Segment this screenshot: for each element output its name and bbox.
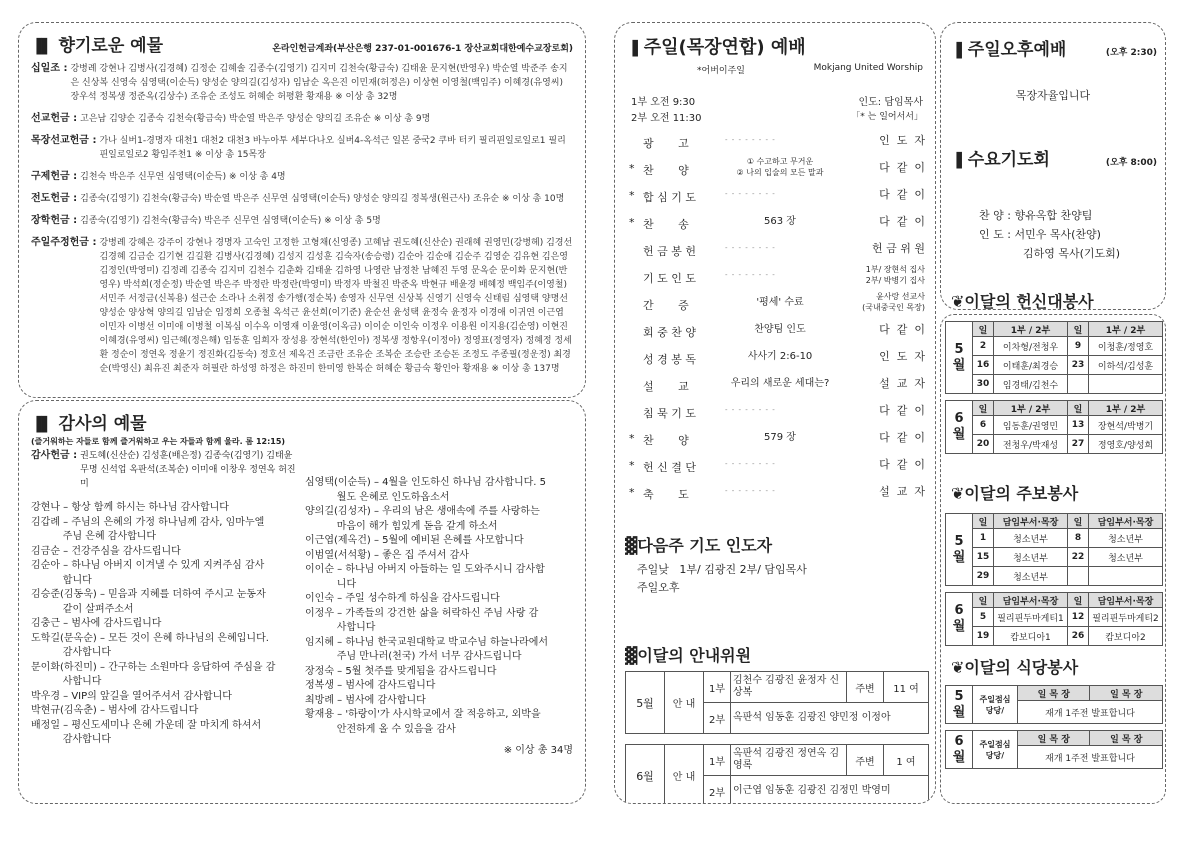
dedication-row	[946, 416, 1163, 435]
worship-dots: - - - - - - - -	[725, 244, 776, 252]
offering-label: 선교헌금 :	[31, 113, 78, 124]
dedication-row	[946, 435, 1163, 454]
wednesday-lead: 인 도 : 서민우 목사(찬양)	[979, 228, 1101, 241]
cafeteria-header-cell: 일 목 장	[1018, 686, 1090, 701]
dedication-cell: 23	[1068, 356, 1089, 375]
bulletin-row	[946, 608, 1163, 627]
thanks-line: 박우경 – VIP의 앞길을 열어주셔서 감사합니다	[31, 690, 232, 702]
wednesday-lead2: 김하영 목사(기도회)	[1023, 247, 1121, 260]
wednesday-praise: 찬 양 : 향유옥합 찬양팀	[979, 209, 1093, 222]
offering-item	[31, 62, 573, 104]
dedication-month: 5 월	[946, 322, 973, 394]
bulletin-cell: 필리핀두마게티2	[1089, 608, 1163, 627]
bulletin-cell: 19	[973, 627, 994, 646]
bulletin-cell: 캄보디아2	[1089, 627, 1163, 646]
bulletin-row	[946, 529, 1163, 548]
offering-item	[31, 112, 573, 126]
bulletin-month: 5 월	[946, 514, 973, 586]
offering-label: 목장선교헌금 :	[31, 135, 97, 146]
thanks-line: 안전하게 올 수 있음을 감사	[305, 723, 456, 735]
worship-row	[615, 372, 935, 398]
bulletin-cell: 청소년부	[994, 529, 1068, 548]
worship-row	[615, 210, 935, 236]
dedication-header-row	[946, 322, 1163, 337]
ushers-names: 옥판석 김광진 정연옥 김영록	[731, 745, 847, 776]
thanks-line: 사합니다	[305, 622, 376, 633]
bulletin-cell	[1068, 567, 1089, 586]
dedication-header-cell: 1부 / 2부	[994, 401, 1068, 416]
bulletin-spacer	[946, 586, 1163, 593]
worship-mid: '평세' 수료	[756, 297, 804, 308]
worship-item: 축 도	[643, 488, 689, 501]
cafeteria-spacer-cell	[946, 724, 1163, 731]
thanks-line: 김충근 – 범사에 감사드립니다	[31, 618, 162, 629]
dedication-header-cell: 1부 / 2부	[1089, 322, 1163, 337]
dedication-row	[946, 375, 1163, 394]
dedication-cell: 30	[973, 375, 994, 394]
afternoon-time: (오후 2:30)	[1105, 48, 1157, 58]
bulletin-table	[945, 513, 1163, 646]
ushers-part: 1부	[704, 745, 731, 776]
thanks-line: 니다	[305, 578, 357, 590]
ushers-table	[625, 671, 929, 804]
ushers-part: 2부	[704, 776, 731, 805]
bulletin-cell: 22	[1068, 548, 1089, 567]
cafeteria-spacer	[946, 724, 1163, 731]
worship-mid: 찬양팀 인도	[754, 324, 806, 335]
cafeteria-table	[945, 685, 1163, 769]
worship-row	[615, 399, 935, 425]
leaf-icon: ❦	[951, 484, 965, 503]
dedication-header-cell: 1부 / 2부	[1089, 401, 1163, 416]
dedication-header-cell: 일	[973, 401, 994, 416]
bulletin-header-row	[946, 514, 1163, 529]
worship-right: 인 도 자	[879, 350, 925, 363]
thanks-total: ※ 이상 총 34명	[503, 745, 573, 756]
worship-row	[615, 453, 935, 479]
cafeteria-header-cell: 일 목 장	[1018, 731, 1090, 746]
worship-mid: 우리의 새로운 세대는?	[730, 378, 830, 389]
bulletin-header-cell: 일	[1068, 514, 1089, 529]
ushers-weekday: 주변	[847, 745, 884, 776]
leaf-icon: ❦	[951, 658, 965, 677]
worship-dots: - - - - - - - -	[725, 487, 776, 495]
thanks-line: 이근엽(제옥건) – 5월에 예비된 은혜를 사모합니다	[305, 535, 524, 546]
cafeteria-header-cell: 일 목 장	[1090, 731, 1163, 746]
worship-right: 다 같 이	[879, 161, 925, 174]
worship-right: 윤사랑 선교사 (국내중국인 목장)	[862, 292, 925, 312]
bulletin-header-cell: 담임부서·목장	[1089, 514, 1163, 529]
worship-item: 회 중 찬 양	[643, 326, 696, 339]
bulletin-row	[946, 567, 1163, 586]
offering-list	[31, 62, 573, 376]
thanks-line: 최방례 – 범사에 감사합니다	[305, 694, 426, 706]
worship-star: *	[629, 162, 635, 175]
cafeteria-title: ❦이달의 식당봉사	[951, 658, 1079, 677]
worship-dots: - - - - - - - -	[725, 190, 776, 198]
worship-dots: - - - - - - - -	[725, 460, 776, 468]
afternoon-panel	[940, 22, 1166, 310]
worship-panel	[614, 22, 936, 804]
bar-icon: ▐	[951, 153, 962, 169]
next-prayer-line2: 주일오후	[637, 581, 680, 594]
thanks-header: 감사헌금 : 권도혜(신산순) 김성훈(배은정) 김종숙(김영기) 김태윤 무명 신석업 옥판석(조복순) 이미애 이창우 정연옥 허진미	[31, 450, 296, 489]
bulletin-header-cell: 담임부서·목장	[994, 593, 1068, 608]
bar-icon: ▐▌	[31, 39, 53, 55]
offering-label: 장학헌금 :	[31, 215, 78, 226]
worship-mid: 579 장	[764, 432, 796, 443]
cafeteria-text: 재개 1주전 발표합니다	[1018, 746, 1163, 769]
worship-order	[615, 129, 935, 509]
worship-item: 간 증	[643, 299, 689, 312]
dedication-cell: 임동훈/권영민	[994, 416, 1068, 435]
dedication-cell: 이차형/전청우	[994, 337, 1068, 356]
ushers-part: 1부	[704, 672, 731, 703]
dedication-header-cell: 일	[1068, 322, 1089, 337]
thanks-line: 정복생 – 범사에 감사드립니다	[305, 680, 436, 691]
offering-label: 구제헌금 :	[31, 171, 78, 182]
bulletin-spacer-cell	[946, 586, 1163, 593]
bulletin-cell: 청소년부	[1089, 529, 1163, 548]
thanks-line: 문이화(하진미) – 간구하는 소원마다 응답하여 주심을 감	[31, 661, 276, 673]
ushers-names: 김천수 김광진 윤정자 신상복	[731, 672, 847, 703]
thanks-line: 사합니다	[31, 676, 102, 687]
bar-icon: ▐	[951, 43, 962, 59]
cafeteria-month: 5 월	[946, 686, 973, 724]
bulletin-title: ❦이달의 주보봉사	[951, 484, 1079, 503]
thanks-panel	[18, 400, 586, 804]
worship-time1: 1부 오전 9:30	[631, 97, 696, 108]
thanks-line: 이정우 – 가족들의 강건한 삶을 허락하신 주님 사랑 감	[305, 607, 539, 619]
dedication-cell	[1068, 375, 1089, 394]
ushers-count: 1 여	[884, 745, 929, 776]
dedication-cell	[1089, 375, 1163, 394]
thanks-line: 감사합니다	[31, 734, 112, 745]
worship-item: 기 도 인 도	[643, 272, 696, 285]
offering-names: 고은남 김양순 김종숙 김천숙(황금숙) 박순열 박은주 양성순 양의길 조유순 ※ 이상 총 9명	[80, 114, 431, 124]
bulletin-cell: 캄보디아1	[994, 627, 1068, 646]
worship-dots: - - - - - - - -	[725, 271, 776, 279]
ushers-spacer	[626, 734, 929, 745]
worship-row	[615, 183, 935, 209]
worship-row	[615, 156, 935, 182]
cafeteria-role: 주일점심 당당/	[973, 731, 1018, 769]
thanks-line: 김순아 – 하나님 아버지 이겨낼 수 있게 지켜주심 감사	[31, 560, 265, 571]
cafeteria-text: 재개 1주전 발표합니다	[1018, 701, 1163, 724]
thanks-line: 도학길(문옥순) – 모든 것이 은혜 하나님의 은혜입니다.	[31, 632, 269, 644]
thanks-title: ▐▌ 감사의 예물	[31, 414, 147, 434]
worship-row	[615, 291, 935, 317]
thanks-line: 마음이 해가 힘있게 돋음 같게 하소서	[305, 520, 498, 532]
dedication-cell: 9	[1068, 337, 1089, 356]
worship-right: 다 같 이	[879, 458, 925, 471]
worship-mid: 사사기 2:6-10	[747, 351, 813, 362]
ushers-part: 2부	[704, 703, 731, 734]
offering-names: 김천숙 박은주 신무연 심영택(이순득) ※ 이상 총 4명	[80, 172, 286, 182]
thanks-line: 합니다	[31, 574, 92, 586]
hatch-icon: ▓	[625, 646, 638, 665]
dedication-header-cell: 일	[973, 322, 994, 337]
worship-row	[615, 264, 935, 290]
bulletin-cell: 청소년부	[1089, 548, 1163, 567]
dedication-cell: 정영호/양성희	[1089, 435, 1163, 454]
ushers-weekday: 주변	[847, 672, 884, 703]
worship-row	[615, 345, 935, 371]
thanks-line: 월도 은혜로 인도하옵소서	[305, 491, 450, 503]
offering-item	[31, 192, 573, 206]
wednesday-time: (오후 8:00)	[1105, 158, 1157, 168]
offering-panel	[18, 22, 586, 398]
worship-leader: 인도: 담임목사	[858, 97, 923, 108]
ushers-count: 11 여	[884, 672, 929, 703]
bulletin-cell: 15	[973, 548, 994, 567]
worship-row	[615, 426, 935, 452]
dedication-title: ❦이달의 헌신대봉사	[951, 292, 1094, 310]
dedication-row	[946, 337, 1163, 356]
thanks-line: 같이 살펴주소서	[31, 603, 134, 615]
worship-sub-left: *어버이주일	[697, 66, 745, 76]
bulletin-row	[946, 627, 1163, 646]
bulletin-cell: 26	[1068, 627, 1089, 646]
bar-icon: ▐▌	[31, 417, 53, 433]
ushers-role: 안 내	[665, 745, 704, 805]
service-panel	[940, 314, 1166, 804]
thanks-line: 강현나 – 항상 함께 하시는 하나님 감사합니다	[31, 502, 229, 513]
ushers-month: 6월	[626, 745, 665, 805]
offering-names: 김종숙(김영기) 김천숙(황금숙) 박순열 박은주 신무연 심영택(이순득) 양성순 양의길 정복생(원근사) 조유순 ※ 이상 총 10명	[80, 194, 565, 204]
dedication-cell: 임경태/김천수	[994, 375, 1068, 394]
ushers-names: 옥판석 임동훈 김광진 양민정 이정아	[731, 703, 929, 734]
thanks-line: 장정숙 – 5월 첫주를 맞게됨을 감사드립니다	[305, 665, 497, 677]
wednesday-title: ▐ 수요기도회	[951, 150, 1050, 170]
thanks-line: 양의길(김성자) – 우리의 남은 생애속에 주를 사랑하는	[305, 506, 540, 517]
worship-star: *	[629, 216, 635, 229]
thanks-subtitle: (즐거워하는 자들로 함께 즐거워하고 우는 자들과 함께 울라. 롬 12:15)	[31, 437, 286, 446]
worship-right: 다 같 이	[879, 188, 925, 201]
offering-label: 전도헌금 :	[31, 193, 78, 204]
cafeteria-header-row	[946, 686, 1163, 701]
worship-star: *	[629, 432, 635, 445]
thanks-line: 김승준(김동욱) – 믿음과 지혜를 더하여 주시고 눈동자	[31, 589, 266, 600]
dedication-cell: 이청훈/정영호	[1089, 337, 1163, 356]
worship-star: *	[629, 189, 635, 202]
worship-item: 광 고	[643, 137, 689, 150]
dedication-table	[945, 321, 1163, 454]
offering-title: ▐▌ 향기로운 예물	[31, 36, 163, 56]
worship-row	[615, 480, 935, 506]
worship-row	[615, 129, 935, 155]
dedication-cell: 20	[973, 435, 994, 454]
dedication-cell: 2	[973, 337, 994, 356]
dedication-cell: 전청우/박재성	[994, 435, 1068, 454]
offering-names: 강병례 강혜은 강주이 강현나 경명자 고숙인 고정한 고형채(신영종) 고혜남 권도혜(신산순) 권래혜 권영민(강병헤) 김경선 김경혜 김금순 김기현 김길환 김병사(김경혜) 김성지 김성훈 김숙자(송승령) 김순아 김순애 김순주 김영순 김유현 김은영 김정인(박영미) 김정례 김종숙 김지미 김천수 김춘화 김태윤 김하영 나영란 남정찬 남혜진 두영 문옥순 문이화 문지현(반영우) 박석희(정순정) 박순열 박은주 박정란 박정란(박영미) 박정자 박철진 박준옥 박현규 배윤경 배혜정 백임주(이영철) 서민주 서정금(신복용) 설근순 소라나 소취정 송가행(정순복) 송영자 신무연 신상복 신영기 신영숙 신태림 심영택 양명선 양성순 양상혁 양의길 임남순 임정희 오종철 옥석근 윤선희(이기준) 윤순선 윤성택 윤정숙 윤정자 이경애 이귀연 이근엽 이민자 이병선 이미애 이병철 이복심 이수옥 이영재 이윤영(이옥금) 이이순 이인숙 이정우 이용원 이지용(김순영) 이현진 이혜경(유영씨) 임근혜(정은해) 임동훈 임희자 장성용 장현석(한인아) 정복생 정항우(이정아) 정영표(정영자) 정혜정 정세환 정순이 정연옥 정윤기 정진화(김동숙) 정호선 제옥건 조금란 조유순 조복순 조승란 조승돈 조정도 주종필(정운정) 최경순(박영신) 최유진 최준자 허필란 하성영 하정은 하진미 한미영 한복순 허혜순 황금숙 황인아 황재용 ※ 이상 총 137명	[99, 238, 573, 374]
thanks-line: 임지혜 – 하나님 한국교원대학교 박교수님 하늘나라에서	[305, 636, 549, 648]
thanks-line: 이범열(서석황) – 좋은 집 주셔서 감사	[305, 549, 469, 561]
bulletin-cell: 8	[1068, 529, 1089, 548]
bulletin-cell: 청소년부	[994, 548, 1068, 567]
ushers-names: 이근엽 임동훈 김광진 김정민 박영미	[731, 776, 929, 805]
ushers-month: 5월	[626, 672, 665, 734]
next-prayer-line1: 주일낮 1부/ 김광진 2부/ 담임목사	[637, 563, 807, 576]
worship-dots: - - - - - - - -	[725, 136, 776, 144]
worship-star: *	[629, 486, 635, 499]
thanks-line: 김금순 – 건강주심을 감사드립니다	[31, 545, 181, 557]
dedication-spacer-cell	[946, 394, 1163, 401]
bulletin-cell	[1089, 567, 1163, 586]
dedication-cell: 27	[1068, 435, 1089, 454]
worship-dots: - - - - - - - -	[725, 406, 776, 414]
worship-right: 설 교 자	[879, 485, 925, 498]
ushers-row	[626, 745, 929, 776]
bulletin-header-cell: 일	[1068, 593, 1089, 608]
worship-star: *	[629, 459, 635, 472]
dedication-month: 6 월	[946, 401, 973, 454]
worship-item: 성 경 봉 독	[643, 353, 696, 366]
offering-label: 십일조 :	[31, 63, 68, 74]
dedication-cell: 이하석/김성훈	[1089, 356, 1163, 375]
thanks-line: 주님 은혜 감사합니다	[31, 531, 157, 542]
cafeteria-role: 주일점심 당당/	[973, 686, 1018, 724]
worship-right: 다 같 이	[879, 431, 925, 444]
afternoon-title: ▐ 주일오후예배	[951, 40, 1067, 60]
worship-right: 다 같 이	[879, 215, 925, 228]
hatch-icon: ▓	[625, 536, 638, 555]
ushers-row	[626, 672, 929, 703]
bulletin-cell: 5	[973, 608, 994, 627]
thanks-line: 이이순 – 하나님 아버지 아들하는 일 도와주시니 감사합	[305, 564, 545, 575]
thanks-line: 황재용 – '하랑이'가 사시학교에서 잘 적응하고, 외박을	[305, 709, 541, 720]
thanks-line: 박현규(김옥춘) – 범사에 감사드립니다	[31, 705, 199, 716]
worship-item: 헌 금 봉 헌	[643, 245, 696, 258]
worship-item: 찬 양	[643, 164, 689, 177]
offering-names: 가나 실버1-경명자 대천1 대천2 대천3 바누아투 세부다나오 실버4-옥석근 일본 중국2 쿠바 터키 필리핀일로일로1 필리핀일로일로2 황임주천1 ※ 이상 총 15목장	[99, 136, 566, 160]
thanks-line: 주님 만나러(천국) 가서 너무 감사드립니다	[305, 651, 522, 662]
ushers-spacer-cell	[626, 734, 929, 745]
worship-mid: ① 수고하고 무거운 ② 나의 입술의 모든 말과	[736, 157, 824, 177]
ushers-title: ▓이달의 안내위원	[625, 646, 752, 665]
bulletin-cell: 필리핀두마게티1	[994, 608, 1068, 627]
bulletin-cell: 12	[1068, 608, 1089, 627]
worship-item: 찬 양	[643, 434, 689, 447]
worship-note: 「* 는 일어서서」	[851, 112, 923, 122]
dedication-row	[946, 356, 1163, 375]
dedication-cell: 장현석/박병기	[1089, 416, 1163, 435]
thanks-line: 감사합니다	[31, 647, 112, 658]
next-prayer-title: ▓다음주 기도 인도자	[625, 536, 773, 555]
thanks-line: 김갑례 – 주님의 은혜의 가정 하나님께 감사, 임마누엘	[31, 516, 265, 528]
bulletin-header-row	[946, 593, 1163, 608]
bulletin-header-cell: 담임부서·목장	[1089, 593, 1163, 608]
offering-account: 온라인헌금계좌(부산은행 237-01-001676-1 장산교회대한예수교장로회)	[272, 44, 573, 54]
ushers-role: 안 내	[665, 672, 704, 734]
bulletin-header-cell: 담임부서·목장	[994, 514, 1068, 529]
dedication-spacer	[946, 394, 1163, 401]
thanks-line: 배정일 – 평신도세미나 은혜 가운데 잘 마치게 하셔서	[31, 719, 262, 731]
worship-sub-right: Mokjang United Worship	[813, 63, 923, 73]
dedication-header-cell: 1부 / 2부	[994, 322, 1068, 337]
worship-item: 침 묵 기 도	[643, 407, 696, 420]
thanks-right-list	[305, 476, 573, 737]
bulletin-row	[946, 548, 1163, 567]
worship-title: ▐ 주일(목장연합) 예배	[627, 37, 806, 58]
afternoon-text: 목장자율입니다	[1015, 89, 1091, 102]
dedication-cell: 6	[973, 416, 994, 435]
offering-item	[31, 170, 573, 184]
bulletin-cell: 29	[973, 567, 994, 586]
offering-label: 주일주정헌금 :	[31, 237, 97, 248]
thanks-line: 이인숙 – 주일 성수하게 하심을 감사드립니다	[305, 593, 500, 604]
bulletin-month: 6 월	[946, 593, 973, 646]
worship-right: 다 같 이	[879, 404, 925, 417]
bulletin-header-cell: 일	[973, 514, 994, 529]
dedication-cell: 13	[1068, 416, 1089, 435]
worship-right: 헌 금 위 원	[872, 242, 925, 255]
thanks-line: 심영택(이순득) – 4월을 인도하신 하나님 감사합니다. 5	[305, 477, 546, 488]
bulletin-header-cell: 일	[973, 593, 994, 608]
offering-names: 김종숙(김영기) 김천숙(황금숙) 박은주 신무연 심영택(이순득) ※ 이상 총 5명	[80, 216, 381, 226]
worship-item: 합 심 기 도	[643, 191, 696, 204]
bar-icon: ▐	[627, 41, 638, 57]
cafeteria-header-row	[946, 731, 1163, 746]
dedication-header-cell: 일	[1068, 401, 1089, 416]
worship-right: 다 같 이	[879, 323, 925, 336]
worship-item: 찬 송	[643, 218, 689, 231]
bulletin-cell: 청소년부	[994, 567, 1068, 586]
worship-mid: 563 장	[764, 216, 796, 227]
worship-right: 설 교 자	[879, 377, 925, 390]
dedication-header-row	[946, 401, 1163, 416]
cafeteria-month: 6 월	[946, 731, 973, 769]
leaf-icon: ❦	[951, 292, 965, 310]
cafeteria-header-cell: 일 목 장	[1090, 686, 1163, 701]
dedication-cell: 이태훈/최경승	[994, 356, 1068, 375]
offering-item	[31, 236, 573, 376]
worship-right: 1부/ 장현석 집사 2부/ 박병기 집사	[865, 265, 925, 285]
worship-right: 인 도 자	[879, 134, 925, 147]
dedication-cell: 16	[973, 356, 994, 375]
worship-row	[615, 318, 935, 344]
offering-names: 강병례 강현나 김병사(김경혜) 김정순 김혜솔 김종수(김영기) 김지미 김천숙(황금숙) 김태윤 문지현(반영우) 박순열 박준주 송지은 신상복 신영숙 심영택(이순득) 양성순 양의길(김성자) 임남순 옥은진 이민재(허정은) 이상현 이영철(백임주) 이혜경(유영씨) 장우석 정복생 정준옥(김상수) 조유순 조성도 허혜순 허평환 황재용 ※ 이상 총 32명	[70, 64, 568, 102]
worship-time2: 2부 오전 11:30	[631, 113, 702, 124]
worship-item: 헌 신 결 단	[643, 461, 696, 474]
thanks-left-list	[31, 501, 299, 748]
offering-item	[31, 134, 573, 162]
bulletin-cell: 1	[973, 529, 994, 548]
offering-item	[31, 214, 573, 228]
worship-row	[615, 237, 935, 263]
worship-item: 설 교	[643, 380, 689, 393]
